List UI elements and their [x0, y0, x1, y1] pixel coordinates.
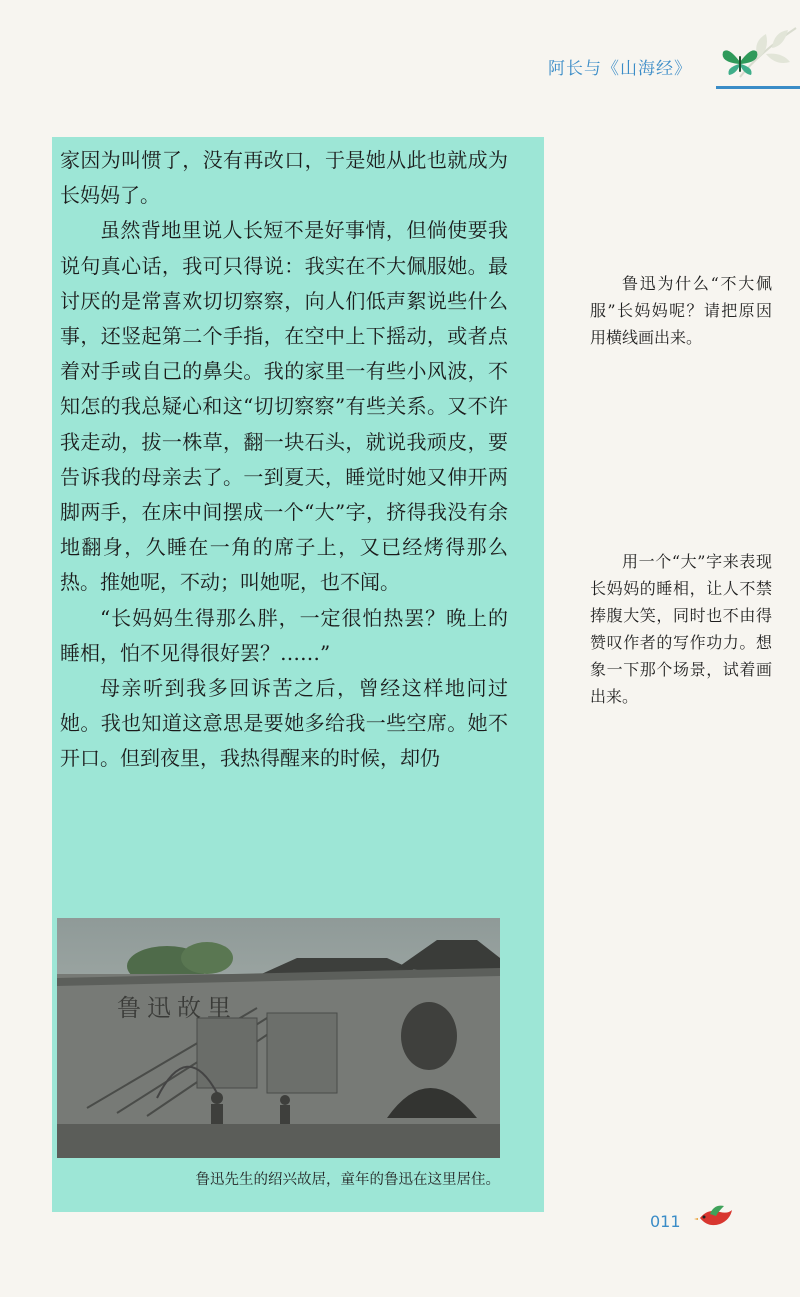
page-number: 011 [650, 1212, 681, 1231]
bird-icon [694, 1200, 734, 1234]
side-note-1 [590, 270, 772, 351]
photo-caption: 鲁迅先生的绍兴故居，童年的鲁迅在这里居住。 [195, 1172, 500, 1188]
residence-illustration [57, 918, 500, 1158]
running-header-title: 阿长与《山海经》 [548, 59, 692, 79]
paragraph: “长妈妈生得那么胖，一定很怕热罢？晚上的睡相，怕不见得很好罢？……” [60, 605, 508, 665]
header-rule [716, 86, 800, 89]
former-residence-photo [57, 918, 500, 1158]
note-text: 鲁迅为什么“不大佩服”长妈妈呢？请把原因用横线画出来。 [590, 274, 772, 347]
side-note-2 [590, 548, 772, 710]
note-text: 用一个“大”字来表现长妈妈的睡相，让人不禁捧腹大笑，同时也不由得赞叹作者的写作功力。想象一下那个场景，试着画出来。 [590, 552, 772, 706]
paragraph: 母亲听到我多回诉苦之后，曾经这样地问过她。我也知道这意思是要她多给我一些空席。她不开口。但到夜里，我热得醒来的时候，却仍 [60, 676, 508, 771]
paragraph: 家因为叫惯了，没有再改口，于是她从此也就成为长妈妈了。 [60, 148, 508, 208]
butterfly-icon [720, 44, 760, 78]
mural-title: 鲁迅故里 [117, 994, 237, 1022]
body-text [60, 143, 508, 777]
paragraph: 虽然背地里说人长短不是好事情，但倘使要我说句真心话，我可只得说：我实在不大佩服她。最讨厌的是常喜欢切切察察，向人们低声絮说些什么事，还竖起第二个手指，在空中上下摇动，或者点着对手或自己的鼻尖。我的家里一有些小风波，不知怎的我总疑心和这“切切察察”有些关系。又不许我走动，拔一株草，翻一块石头，就说我顽皮，要告诉我的母亲去了。一到夏天，睡觉时她又伸开两脚两手，在床中间摆成一个“大”字，挤得我没有余地翻身，久睡在一角的席子上，又已经烤得那么热。推她呢，不动；叫她呢，也不闻。 [60, 218, 508, 595]
